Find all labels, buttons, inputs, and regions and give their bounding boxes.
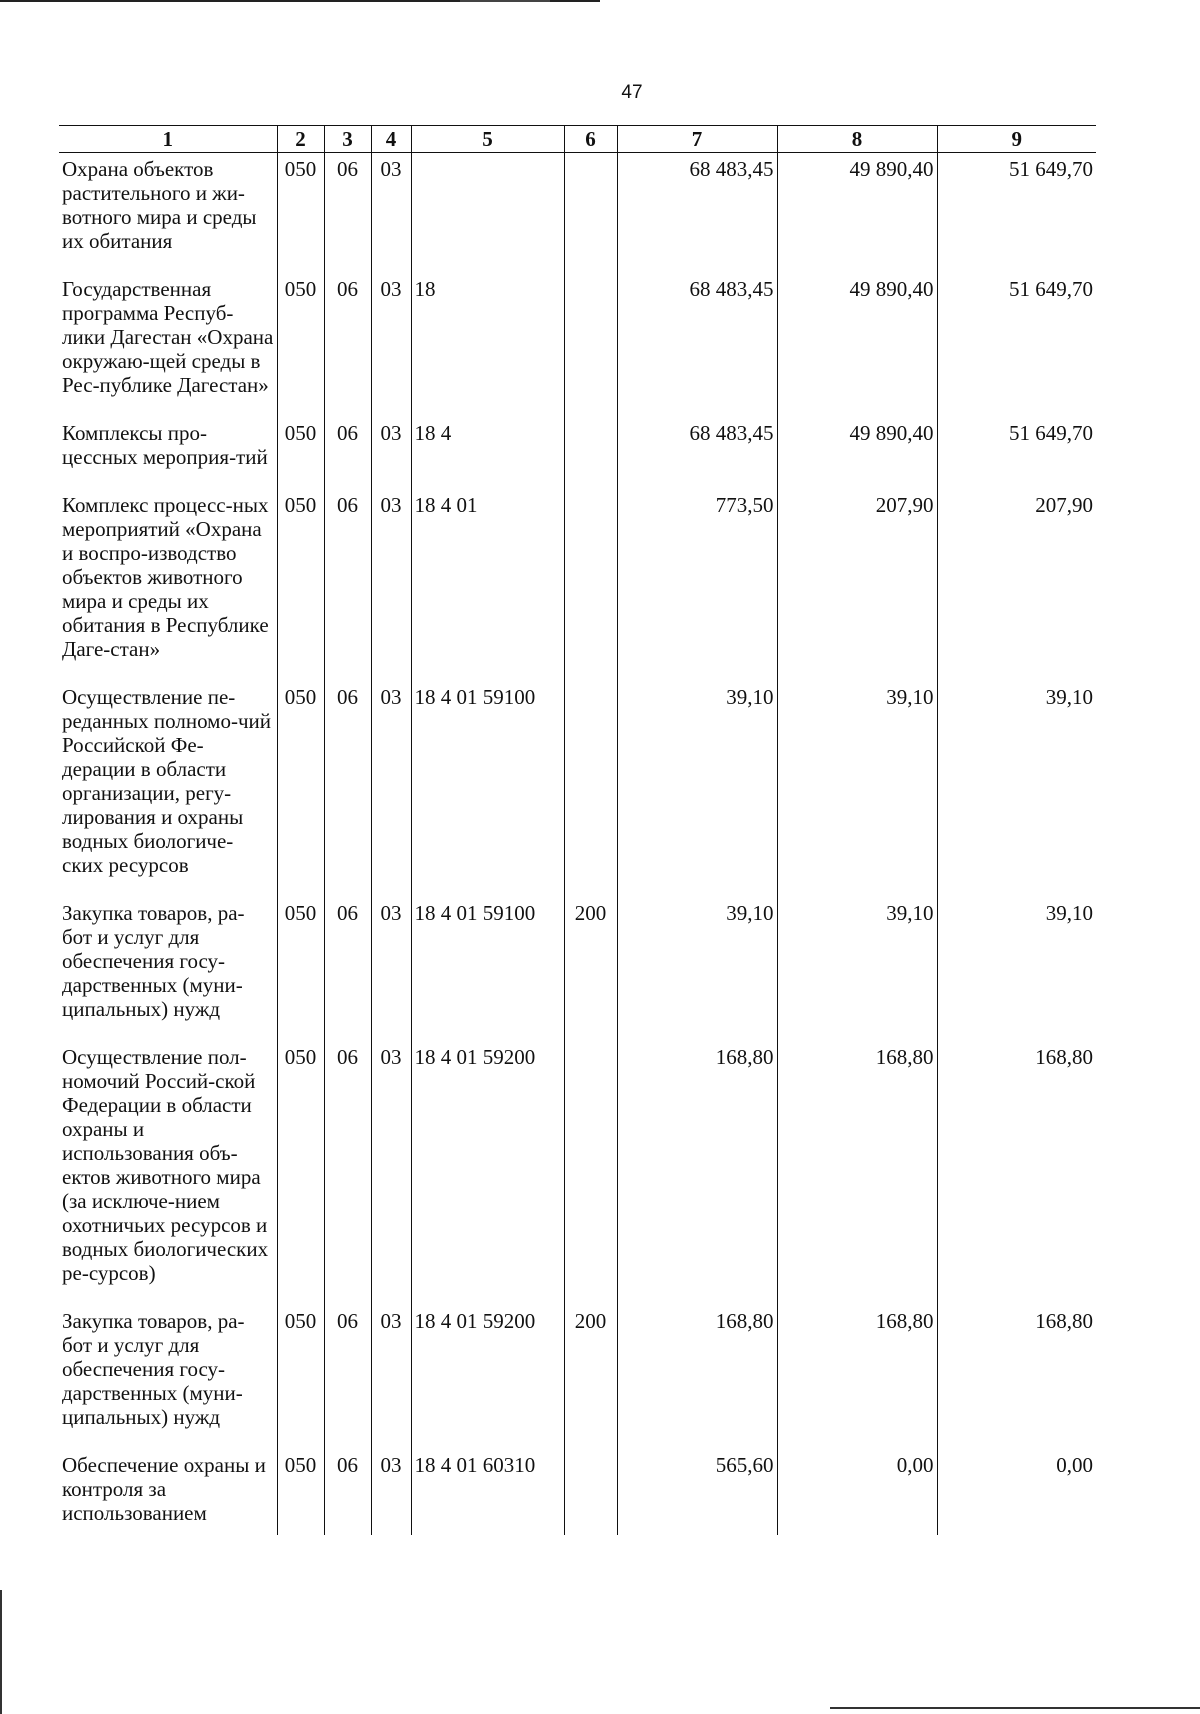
column-header-1: 1 bbox=[59, 126, 277, 153]
cell-amount-col8: 49 890,40 bbox=[777, 273, 937, 417]
row-name: Осуществление пол-номочий Россий-ской Федерации в области охраны и использования объ-ектов животного мира (за исключе-нием охотничьих ресурсов и водных биологических ре-сурсов) bbox=[62, 1045, 269, 1285]
cell-expense-type: 200 bbox=[564, 897, 617, 1041]
cell-amount-col7: 168,80 bbox=[617, 1041, 777, 1305]
cell-ministry-code: 050 bbox=[277, 1449, 324, 1535]
cell-subsection-code: 03 bbox=[371, 897, 411, 1041]
cell-section-code: 06 bbox=[324, 273, 371, 417]
row-name: Закупка товаров, ра-бот и услуг для обеспечения госу-дарственных (муни-ципальных) нужд bbox=[62, 1309, 245, 1429]
row-name: Обеспечение охраны и контроля за использованием bbox=[62, 1453, 266, 1525]
cell-target-article: 18 4 01 59100 bbox=[411, 897, 564, 1041]
cell-subsection-code: 03 bbox=[371, 681, 411, 897]
cell-section-code: 06 bbox=[324, 681, 371, 897]
row-name: Закупка товаров, ра-бот и услуг для обеспечения госу-дарственных (муни-ципальных) нужд bbox=[62, 901, 245, 1021]
cell-amount-col8: 0,00 bbox=[777, 1449, 937, 1535]
table-row bbox=[59, 1449, 1096, 1535]
cell-section-code: 06 bbox=[324, 1041, 371, 1305]
cell-expense-type: 200 bbox=[564, 1305, 617, 1449]
cell-section-code: 06 bbox=[324, 489, 371, 681]
table-row bbox=[59, 273, 1096, 417]
cell-subsection-code: 03 bbox=[371, 1041, 411, 1305]
cell-amount-col9: 39,10 bbox=[937, 897, 1096, 1041]
cell-subsection-code: 03 bbox=[371, 1449, 411, 1535]
row-name: Государственная программа Респуб-лики Дагестан «Охрана окружаю-щей среды в Рес-публике Дагестан» bbox=[62, 277, 274, 397]
cell-amount-col9: 168,80 bbox=[937, 1305, 1096, 1449]
cell-section-code: 06 bbox=[324, 153, 371, 274]
cell-section-code: 06 bbox=[324, 897, 371, 1041]
cell-target-article: 18 4 01 60310 bbox=[411, 1449, 564, 1535]
column-header-9: 9 bbox=[937, 126, 1096, 153]
row-name: Комплекс процесс-ных мероприятий «Охрана и воспро-изводство объектов животного мира и среды их обитания в Республике Даге-стан» bbox=[62, 493, 269, 661]
cell-expense-type bbox=[564, 273, 617, 417]
cell-ministry-code: 050 bbox=[277, 1041, 324, 1305]
page-number: 47 bbox=[621, 82, 643, 103]
cell-ministry-code: 050 bbox=[277, 681, 324, 897]
scan-edge-top-fragment bbox=[460, 0, 550, 2]
cell-amount-col9: 51 649,70 bbox=[937, 273, 1096, 417]
cell-subsection-code: 03 bbox=[371, 1305, 411, 1449]
column-header-8: 8 bbox=[777, 126, 937, 153]
cell-amount-col7: 39,10 bbox=[617, 681, 777, 897]
table-header bbox=[59, 126, 1096, 153]
cell-amount-col9: 51 649,70 bbox=[937, 417, 1096, 489]
cell-amount-col9: 0,00 bbox=[937, 1449, 1096, 1535]
cell-amount-col7: 68 483,45 bbox=[617, 417, 777, 489]
table-row bbox=[59, 1305, 1096, 1449]
table-row bbox=[59, 897, 1096, 1041]
cell-expense-type bbox=[564, 1449, 617, 1535]
cell-ministry-code: 050 bbox=[277, 273, 324, 417]
table-row bbox=[59, 417, 1096, 489]
scan-edge-bottom bbox=[830, 1707, 1200, 1709]
cell-target-article: 18 4 01 59200 bbox=[411, 1041, 564, 1305]
cell-subsection-code: 03 bbox=[371, 489, 411, 681]
cell-amount-col7: 168,80 bbox=[617, 1305, 777, 1449]
header-row bbox=[59, 126, 1096, 153]
cell-amount-col7: 773,50 bbox=[617, 489, 777, 681]
cell-expense-type bbox=[564, 489, 617, 681]
cell-amount-col8: 39,10 bbox=[777, 897, 937, 1041]
cell-ministry-code: 050 bbox=[277, 1305, 324, 1449]
cell-amount-col8: 168,80 bbox=[777, 1041, 937, 1305]
cell-target-article: 18 4 01 59100 bbox=[411, 681, 564, 897]
cell-target-article: 18 4 01 59200 bbox=[411, 1305, 564, 1449]
row-name: Комплексы про-цессных мероприя-тий bbox=[62, 421, 268, 469]
cell-amount-col8: 168,80 bbox=[777, 1305, 937, 1449]
cell-target-article: 18 4 01 bbox=[411, 489, 564, 681]
column-header-3: 3 bbox=[324, 126, 371, 153]
cell-section-code: 06 bbox=[324, 1305, 371, 1449]
cell-amount-col7: 39,10 bbox=[617, 897, 777, 1041]
table-row bbox=[59, 153, 1096, 274]
cell-ministry-code: 050 bbox=[277, 489, 324, 681]
cell-amount-col7: 68 483,45 bbox=[617, 273, 777, 417]
cell-expense-type bbox=[564, 1041, 617, 1305]
column-header-4: 4 bbox=[371, 126, 411, 153]
column-header-6: 6 bbox=[564, 126, 617, 153]
column-header-5: 5 bbox=[411, 126, 564, 153]
cell-subsection-code: 03 bbox=[371, 417, 411, 489]
row-name: Охрана объектов растительного и жи-вотного мира и среды их обитания bbox=[62, 157, 257, 253]
cell-target-article bbox=[411, 153, 564, 274]
scan-edge-left bbox=[0, 1590, 2, 1714]
cell-ministry-code: 050 bbox=[277, 417, 324, 489]
table-body bbox=[59, 153, 1096, 1536]
cell-subsection-code: 03 bbox=[371, 153, 411, 274]
cell-amount-col8: 49 890,40 bbox=[777, 417, 937, 489]
cell-expense-type bbox=[564, 417, 617, 489]
cell-expense-type bbox=[564, 681, 617, 897]
cell-section-code: 06 bbox=[324, 417, 371, 489]
column-header-2: 2 bbox=[277, 126, 324, 153]
budget-table bbox=[59, 125, 1096, 1535]
cell-amount-col7: 68 483,45 bbox=[617, 153, 777, 274]
cell-expense-type bbox=[564, 153, 617, 274]
table-row bbox=[59, 1041, 1096, 1305]
cell-target-article: 18 bbox=[411, 273, 564, 417]
table-row bbox=[59, 681, 1096, 897]
cell-amount-col9: 51 649,70 bbox=[937, 153, 1096, 274]
cell-amount-col8: 39,10 bbox=[777, 681, 937, 897]
column-header-7: 7 bbox=[617, 126, 777, 153]
cell-amount-col9: 168,80 bbox=[937, 1041, 1096, 1305]
table-row bbox=[59, 489, 1096, 681]
cell-target-article: 18 4 bbox=[411, 417, 564, 489]
cell-amount-col7: 565,60 bbox=[617, 1449, 777, 1535]
row-name: Осуществление пе-реданных полномо-чий Российской Фе-дерации в области организации, регу-лирования и охраны водных биологиче-ских ресурсов bbox=[62, 685, 271, 877]
cell-amount-col8: 207,90 bbox=[777, 489, 937, 681]
cell-ministry-code: 050 bbox=[277, 897, 324, 1041]
cell-subsection-code: 03 bbox=[371, 273, 411, 417]
cell-amount-col9: 39,10 bbox=[937, 681, 1096, 897]
cell-section-code: 06 bbox=[324, 1449, 371, 1535]
cell-amount-col9: 207,90 bbox=[937, 489, 1096, 681]
cell-amount-col8: 49 890,40 bbox=[777, 153, 937, 274]
cell-ministry-code: 050 bbox=[277, 153, 324, 274]
